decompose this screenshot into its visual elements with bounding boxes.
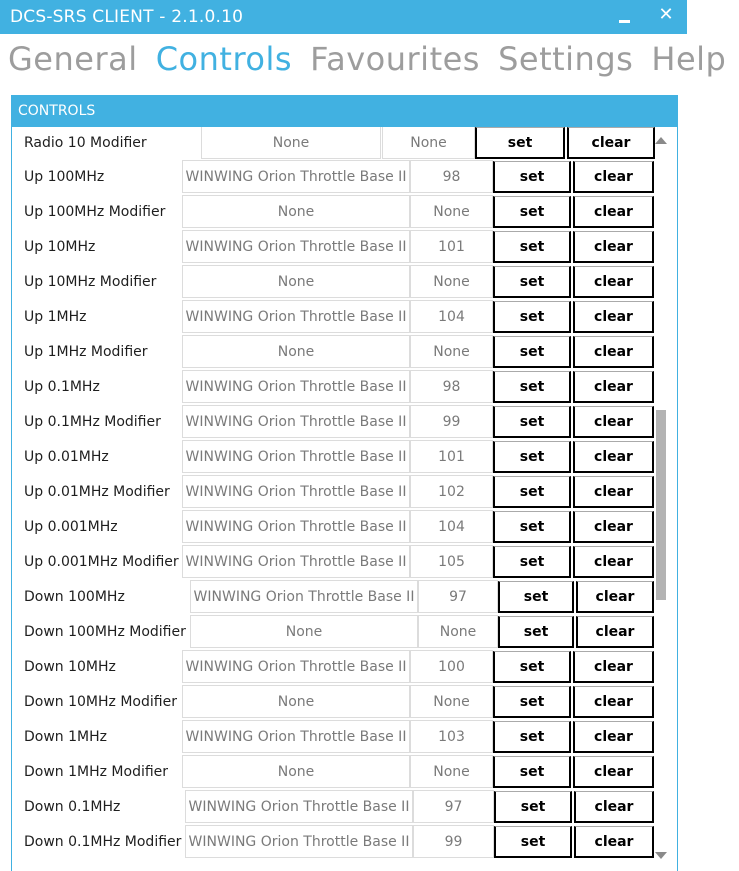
control-row — [12, 510, 667, 545]
device-field: WINWING Orion Throttle Base II — [185, 825, 413, 858]
clear-button[interactable]: clear — [573, 441, 654, 473]
scrollbar[interactable] — [655, 131, 667, 871]
control-row — [12, 615, 667, 650]
button-field: None — [410, 195, 493, 228]
set-button[interactable]: set — [493, 231, 571, 263]
button-field: 101 — [410, 440, 493, 473]
control-label: Down 10MHz Modifier — [24, 694, 177, 710]
control-label: Up 0.01MHz — [24, 449, 109, 465]
control-row — [12, 440, 667, 475]
control-label: Up 0.01MHz Modifier — [24, 484, 170, 500]
control-row — [12, 475, 667, 510]
control-label: Down 0.1MHz Modifier — [24, 834, 182, 850]
set-button[interactable]: set — [475, 127, 565, 159]
device-field: None — [190, 615, 418, 648]
button-field: None — [382, 126, 475, 159]
control-row — [12, 265, 667, 300]
device-field: WINWING Orion Throttle Base II — [182, 160, 410, 193]
button-field: 99 — [413, 825, 494, 858]
clear-button[interactable]: clear — [573, 161, 654, 193]
clear-button[interactable]: clear — [573, 231, 654, 263]
clear-button[interactable]: clear — [573, 371, 654, 403]
control-label: Down 10MHz — [24, 659, 116, 675]
set-button[interactable]: set — [493, 721, 571, 753]
set-button[interactable]: set — [493, 301, 571, 333]
device-field: WINWING Orion Throttle Base II — [185, 790, 413, 823]
set-button[interactable]: set — [493, 161, 571, 193]
control-label: Down 100MHz Modifier — [24, 624, 186, 640]
clear-button[interactable]: clear — [573, 756, 654, 788]
device-field: WINWING Orion Throttle Base II — [190, 580, 418, 613]
control-row — [12, 335, 667, 370]
control-label: Down 1MHz Modifier — [24, 764, 169, 780]
clear-button[interactable]: clear — [573, 651, 654, 683]
clear-button[interactable]: clear — [574, 826, 654, 858]
control-row — [12, 650, 667, 685]
device-field: WINWING Orion Throttle Base II — [182, 230, 410, 263]
control-row — [12, 126, 667, 161]
set-button[interactable]: set — [494, 791, 572, 823]
button-field: 98 — [410, 160, 493, 193]
device-field: None — [182, 685, 410, 718]
device-field: WINWING Orion Throttle Base II — [182, 545, 410, 578]
device-field: WINWING Orion Throttle Base II — [182, 720, 410, 753]
set-button[interactable]: set — [493, 336, 571, 368]
button-field: 97 — [413, 790, 494, 823]
button-field: 104 — [410, 510, 493, 543]
control-label: Up 10MHz — [24, 239, 96, 255]
control-row — [12, 580, 667, 615]
clear-button[interactable]: clear — [573, 301, 654, 333]
button-field: None — [410, 335, 493, 368]
control-label: Up 0.1MHz Modifier — [24, 414, 161, 430]
control-label: Down 1MHz — [24, 729, 107, 745]
control-label: Down 100MHz — [24, 589, 125, 605]
set-button[interactable]: set — [493, 406, 571, 438]
clear-button[interactable]: clear — [573, 476, 654, 508]
clear-button[interactable]: clear — [573, 546, 654, 578]
clear-button[interactable]: clear — [576, 581, 654, 613]
set-button[interactable]: set — [493, 686, 571, 718]
set-button[interactable]: set — [493, 476, 571, 508]
clear-button[interactable]: clear — [573, 266, 654, 298]
tab-controls[interactable]: Controls — [155, 40, 293, 78]
set-button[interactable]: set — [493, 651, 571, 683]
clear-button[interactable]: clear — [573, 336, 654, 368]
tab-general[interactable]: General — [8, 40, 138, 78]
device-field: None — [182, 335, 410, 368]
clear-button[interactable]: clear — [573, 721, 654, 753]
set-button[interactable]: set — [493, 511, 571, 543]
control-row — [12, 195, 667, 230]
clear-button[interactable]: clear — [576, 616, 654, 648]
device-field: None — [201, 126, 381, 159]
button-field: 104 — [410, 300, 493, 333]
button-field: 98 — [410, 370, 493, 403]
set-button[interactable]: set — [493, 441, 571, 473]
button-field: 105 — [410, 545, 493, 578]
control-label: Up 0.001MHz — [24, 519, 118, 535]
device-field: WINWING Orion Throttle Base II — [182, 300, 410, 333]
scrollbar-thumb[interactable] — [656, 410, 666, 600]
button-field: None — [410, 685, 493, 718]
set-button[interactable]: set — [493, 266, 571, 298]
control-label: Down 0.1MHz — [24, 799, 121, 815]
panel-header: CONTROLS — [12, 95, 677, 127]
button-field: 100 — [410, 650, 493, 683]
control-label: Up 0.1MHz — [24, 379, 100, 395]
close-icon[interactable]: ✕ — [658, 4, 674, 25]
control-row — [12, 825, 667, 860]
device-field: WINWING Orion Throttle Base II — [182, 475, 410, 508]
button-field: 99 — [410, 405, 493, 438]
button-field: 103 — [410, 720, 493, 753]
device-field: WINWING Orion Throttle Base II — [182, 370, 410, 403]
control-row — [12, 720, 667, 755]
button-field: None — [418, 615, 498, 648]
control-label: Up 1MHz — [24, 309, 87, 325]
control-row — [12, 545, 667, 580]
set-button[interactable]: set — [493, 196, 571, 228]
window-title: DCS-SRS CLIENT - 2.1.0.10 — [10, 7, 244, 27]
device-field: WINWING Orion Throttle Base II — [182, 440, 410, 473]
clear-button[interactable]: clear — [573, 511, 654, 543]
control-row — [12, 230, 667, 265]
control-label: Up 100MHz — [24, 169, 105, 185]
set-button[interactable]: set — [498, 581, 574, 613]
set-button[interactable]: set — [493, 756, 571, 788]
device-field: None — [182, 265, 410, 298]
device-field: WINWING Orion Throttle Base II — [182, 405, 410, 438]
set-button[interactable]: set — [494, 826, 572, 858]
clear-button[interactable]: clear — [573, 196, 654, 228]
tab-bar — [8, 40, 739, 86]
device-field: WINWING Orion Throttle Base II — [182, 650, 410, 683]
control-row — [12, 755, 667, 790]
set-button[interactable]: set — [493, 371, 571, 403]
device-field: WINWING Orion Throttle Base II — [182, 510, 410, 543]
controls-panel — [11, 95, 678, 871]
title-bar — [0, 0, 687, 34]
control-row — [12, 160, 667, 195]
control-row — [12, 300, 667, 335]
control-row — [12, 405, 667, 440]
button-field: 101 — [410, 230, 493, 263]
scroll-up-icon[interactable] — [655, 137, 667, 144]
controls-list — [12, 95, 679, 871]
button-field: 102 — [410, 475, 493, 508]
control-label: Up 100MHz Modifier — [24, 204, 166, 220]
device-field: None — [182, 755, 410, 788]
control-label: Radio 10 Modifier — [24, 135, 147, 151]
button-field: 97 — [418, 580, 498, 613]
device-field: None — [182, 195, 410, 228]
button-field: None — [410, 755, 493, 788]
clear-button[interactable]: clear — [574, 791, 654, 823]
set-button[interactable]: set — [493, 546, 571, 578]
control-label: Up 10MHz Modifier — [24, 274, 157, 290]
clear-button[interactable]: clear — [573, 406, 654, 438]
set-button[interactable]: set — [498, 616, 574, 648]
control-row — [12, 685, 667, 720]
control-row — [12, 370, 667, 405]
clear-button[interactable]: clear — [573, 686, 654, 718]
control-row — [12, 790, 667, 825]
tab-favourites[interactable]: Favourites — [310, 40, 480, 78]
tab-help[interactable]: Help — [651, 40, 727, 78]
scroll-down-icon[interactable] — [655, 852, 667, 859]
minimize-icon[interactable] — [617, 4, 633, 26]
clear-button[interactable]: clear — [567, 127, 655, 159]
control-label: Up 1MHz Modifier — [24, 344, 148, 360]
button-field: None — [410, 265, 493, 298]
control-label: Up 0.001MHz Modifier — [24, 554, 179, 570]
tab-settings[interactable]: Settings — [498, 40, 634, 78]
